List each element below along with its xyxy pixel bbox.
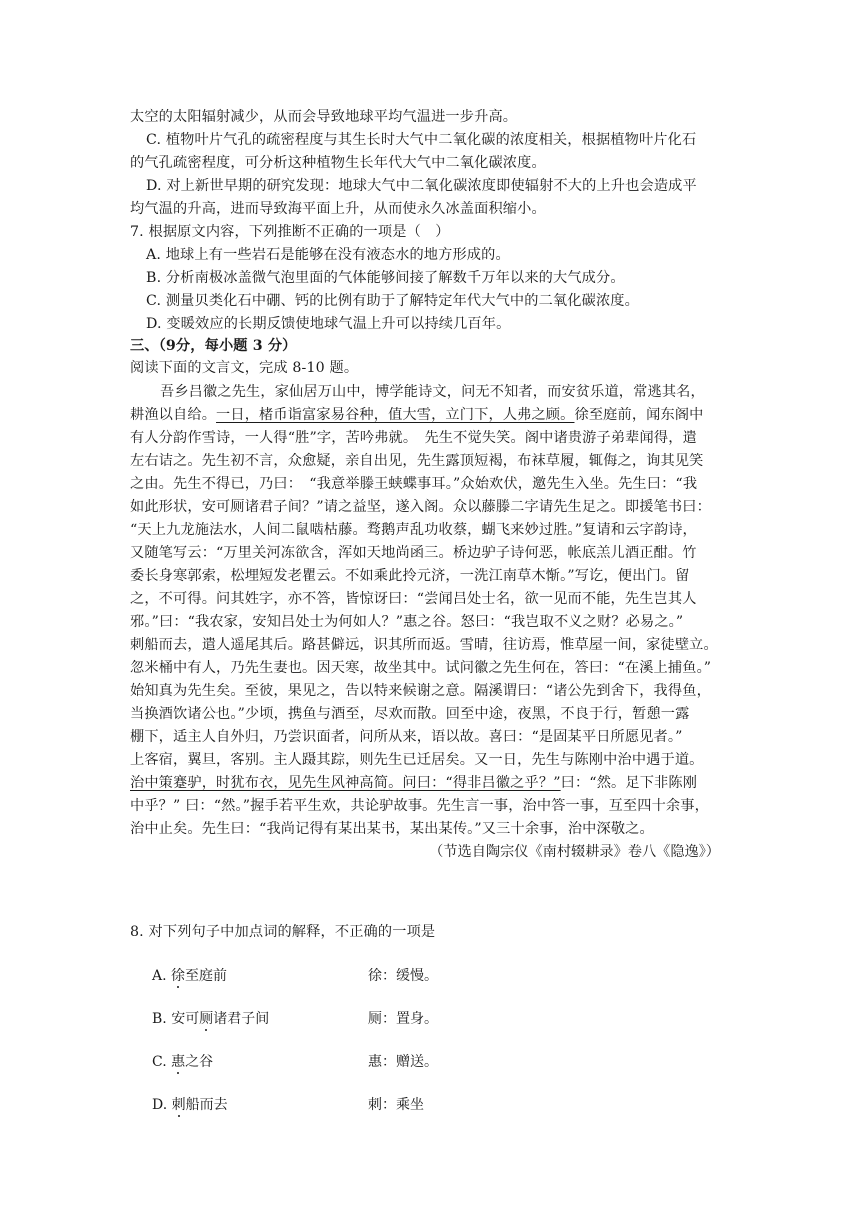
option-d-line1: D. 对上新世早期的研究发现：地球大气中二氧化碳浓度即使辐射不大的上升也会造成平 [146,178,697,194]
passage-line: 始知真为先生矣。至彼，果见之，告以特来候谢之意。隔溪谓曰：“诸公先到舍下，我得鱼， [130,683,711,699]
q7-stem: 7. 根据原文内容，下列推断不正确的一项是（ ） [130,224,450,240]
option-rest: 之谷 [185,1054,214,1070]
passage-line [130,772,697,794]
passage-line: 之由。先生不得已，乃曰： “我意举滕王蛱蝶事耳。”众始欢伏，邀先生入坐。先生曰：“我 [130,476,698,492]
q7-option-d: D. 变暖效应的长期反馈使地球气温上升可以持续几百年。 [146,316,511,332]
passage-line: 太空的太阳辐射减少，从而会导致地球平均气温进一步升高。 [130,109,518,125]
underlined-sentence: 一日，楮币诣富家易谷种，值大雪，立门下，人弗之顾。 [216,407,575,423]
passage-line: 委长身寒郭索，松埋短发老瞿云。不如乘此拎元济，一洗江南草木惭。”写讫，便出门。留 [130,568,690,584]
section3-heading: 三、（9分，每小题 3 分） [130,338,297,354]
dotted-word: 徐 [171,968,186,984]
passage-line: 之，不可得。问其姓字，亦不答，皆惊讶曰：“尝闻吕处士名，欲一见而不能，先生岂其人 [130,591,697,607]
q8-stem: 8. 对下列句子中加点词的解释，不正确的一项是 [130,924,436,940]
q8-option-b [152,1008,269,1030]
passage-line: 当换酒饮诸公也。”少顷，携鱼与酒至，尽欢而散。回至中途，夜黑，不良于行，暂憩一露 [130,706,690,722]
q7-option-c: C. 测量贝类化石中硼、钙的比例有助于了解特定年代大气中的二氧化碳浓度。 [146,293,639,309]
passage-text: 徐至庭前，闻东阁中 [574,407,704,423]
source-citation: （节选自陶宗仪《南村辍耕录》卷八《隐逸》） [429,844,720,860]
option-d-line2: 均气温的升高，进而导致海平面上升，从而使永久冰盖面积缩小。 [130,201,546,217]
passage-line: “天上九龙施法水，人间二鼠啮枯藤。骛鹅声乱功收蔡，蝴飞来妙过胜。”复请和云字韵诗， [130,522,697,538]
option-rest: 船而去 [185,1097,228,1113]
q8-explanation-d: 刺：乘坐 [368,1097,424,1113]
section3-intro: 阅读下面的文言文，完成 8-10 题。 [130,360,359,376]
option-prefix: B. 安可 [152,1011,200,1027]
dotted-word: 厕 [199,1011,214,1027]
passage-line: 邪。”曰：“我农家，安知吕处士为何如人？”惠之谷。怒曰：“我岂取不义之财？必易之。” [130,614,684,630]
dotted-word: 惠 [171,1054,186,1070]
option-c-line2: 的气孔疏密程度，可分析这种植物生长年代大气中二氧化碳浓度。 [130,155,546,171]
passage-line: 有人分韵作雪诗，一人得“胜”字，苦吟弗就。 先生不觉失笑。阁中诸贵游子弟辈闻得，遣 [130,430,697,446]
option-rest: 诸君子间 [213,1011,270,1027]
passage-line: 忽米桶中有人，乃先生妻也。因天寒，故坐其中。试问徽之先生何在，答曰：“在溪上捕鱼。” [130,660,712,676]
passage-line: 棚下，适主人自外归，乃尝识面者，问所从来，语以故。喜曰：“是固某平日所愿见者。” [130,729,683,745]
passage-line [130,404,704,426]
q8-explanation-b: 厕：置身。 [368,1011,438,1027]
q7-option-b: B. 分析南极冰盖微气泡里面的气体能够间接了解数千万年以来的大气成分。 [146,270,625,286]
option-rest: 至庭前 [185,968,228,984]
passage-line: 吾乡吕徽之先生，家仙居万山中，博学能诗文，问无不知者，而安贫乐道，常逃其名， [160,384,705,400]
underlined-sentence: 治中策蹇驴，时犹布衣，见先生风神高简。问曰：“得非吕徽之乎？” [130,775,561,791]
passage-text: 耕渔以自给。 [130,407,217,423]
dotted-word: 刺 [171,1097,186,1113]
q8-option-c [152,1051,213,1073]
passage-line: 刺船而去，遣人遥尾其后。路甚僻远，识其所而返。雪晴，往访焉，惟草屋一间，家徒壁立。 [130,637,718,653]
q8-explanation-c: 惠：赠送。 [368,1054,438,1070]
passage-text: 曰：“然。足下非陈刚 [560,775,698,791]
passage-line: 如此形状，安可厕诸君子间？”请之益坚，遂入阁。众以藤滕二字请先生足之。即援笔书曰： [130,499,711,515]
q7-option-a: A. 地球上有一些岩石是能够在没有液态水的地方形成的。 [146,247,510,263]
passage-line: 治中止矣。先生曰：“我尚记得有某出某书，某出某传。”又三十余事，治中深敬之。 [130,821,654,837]
option-prefix: C. [152,1054,172,1070]
option-prefix: A. [152,968,172,984]
q8-explanation-a: 徐：缓慢。 [368,968,438,984]
passage-line: 中乎？” 曰：“然。”握手若平生欢，共论驴故事。先生言一事，治中答一事，互至四十余事， [130,798,709,814]
q8-option-a [152,965,227,987]
passage-line: 又随笔写云：“万里关河冻欲含，浑如天地尚函三。桥边驴子诗何恶，帐底羔儿酒正酣。竹 [130,545,697,561]
option-prefix: D. [152,1097,172,1113]
option-c-line1: C. 植物叶片气孔的疏密程度与其生长时大气中二氧化碳的浓度相关，根据植物叶片化石 [146,132,697,148]
passage-line: 左右诘之。先生初不言，众愈疑，亲自出见，先生露顶短褐，布袜草履，辄侮之，询其见笑 [130,453,704,469]
passage-line: 上客宿，翼旦，客别。主人蹑其踪，则先生已迁居矣。又一日，先生与陈刚中治中遇于道。 [130,752,704,768]
q8-option-d [152,1094,228,1116]
